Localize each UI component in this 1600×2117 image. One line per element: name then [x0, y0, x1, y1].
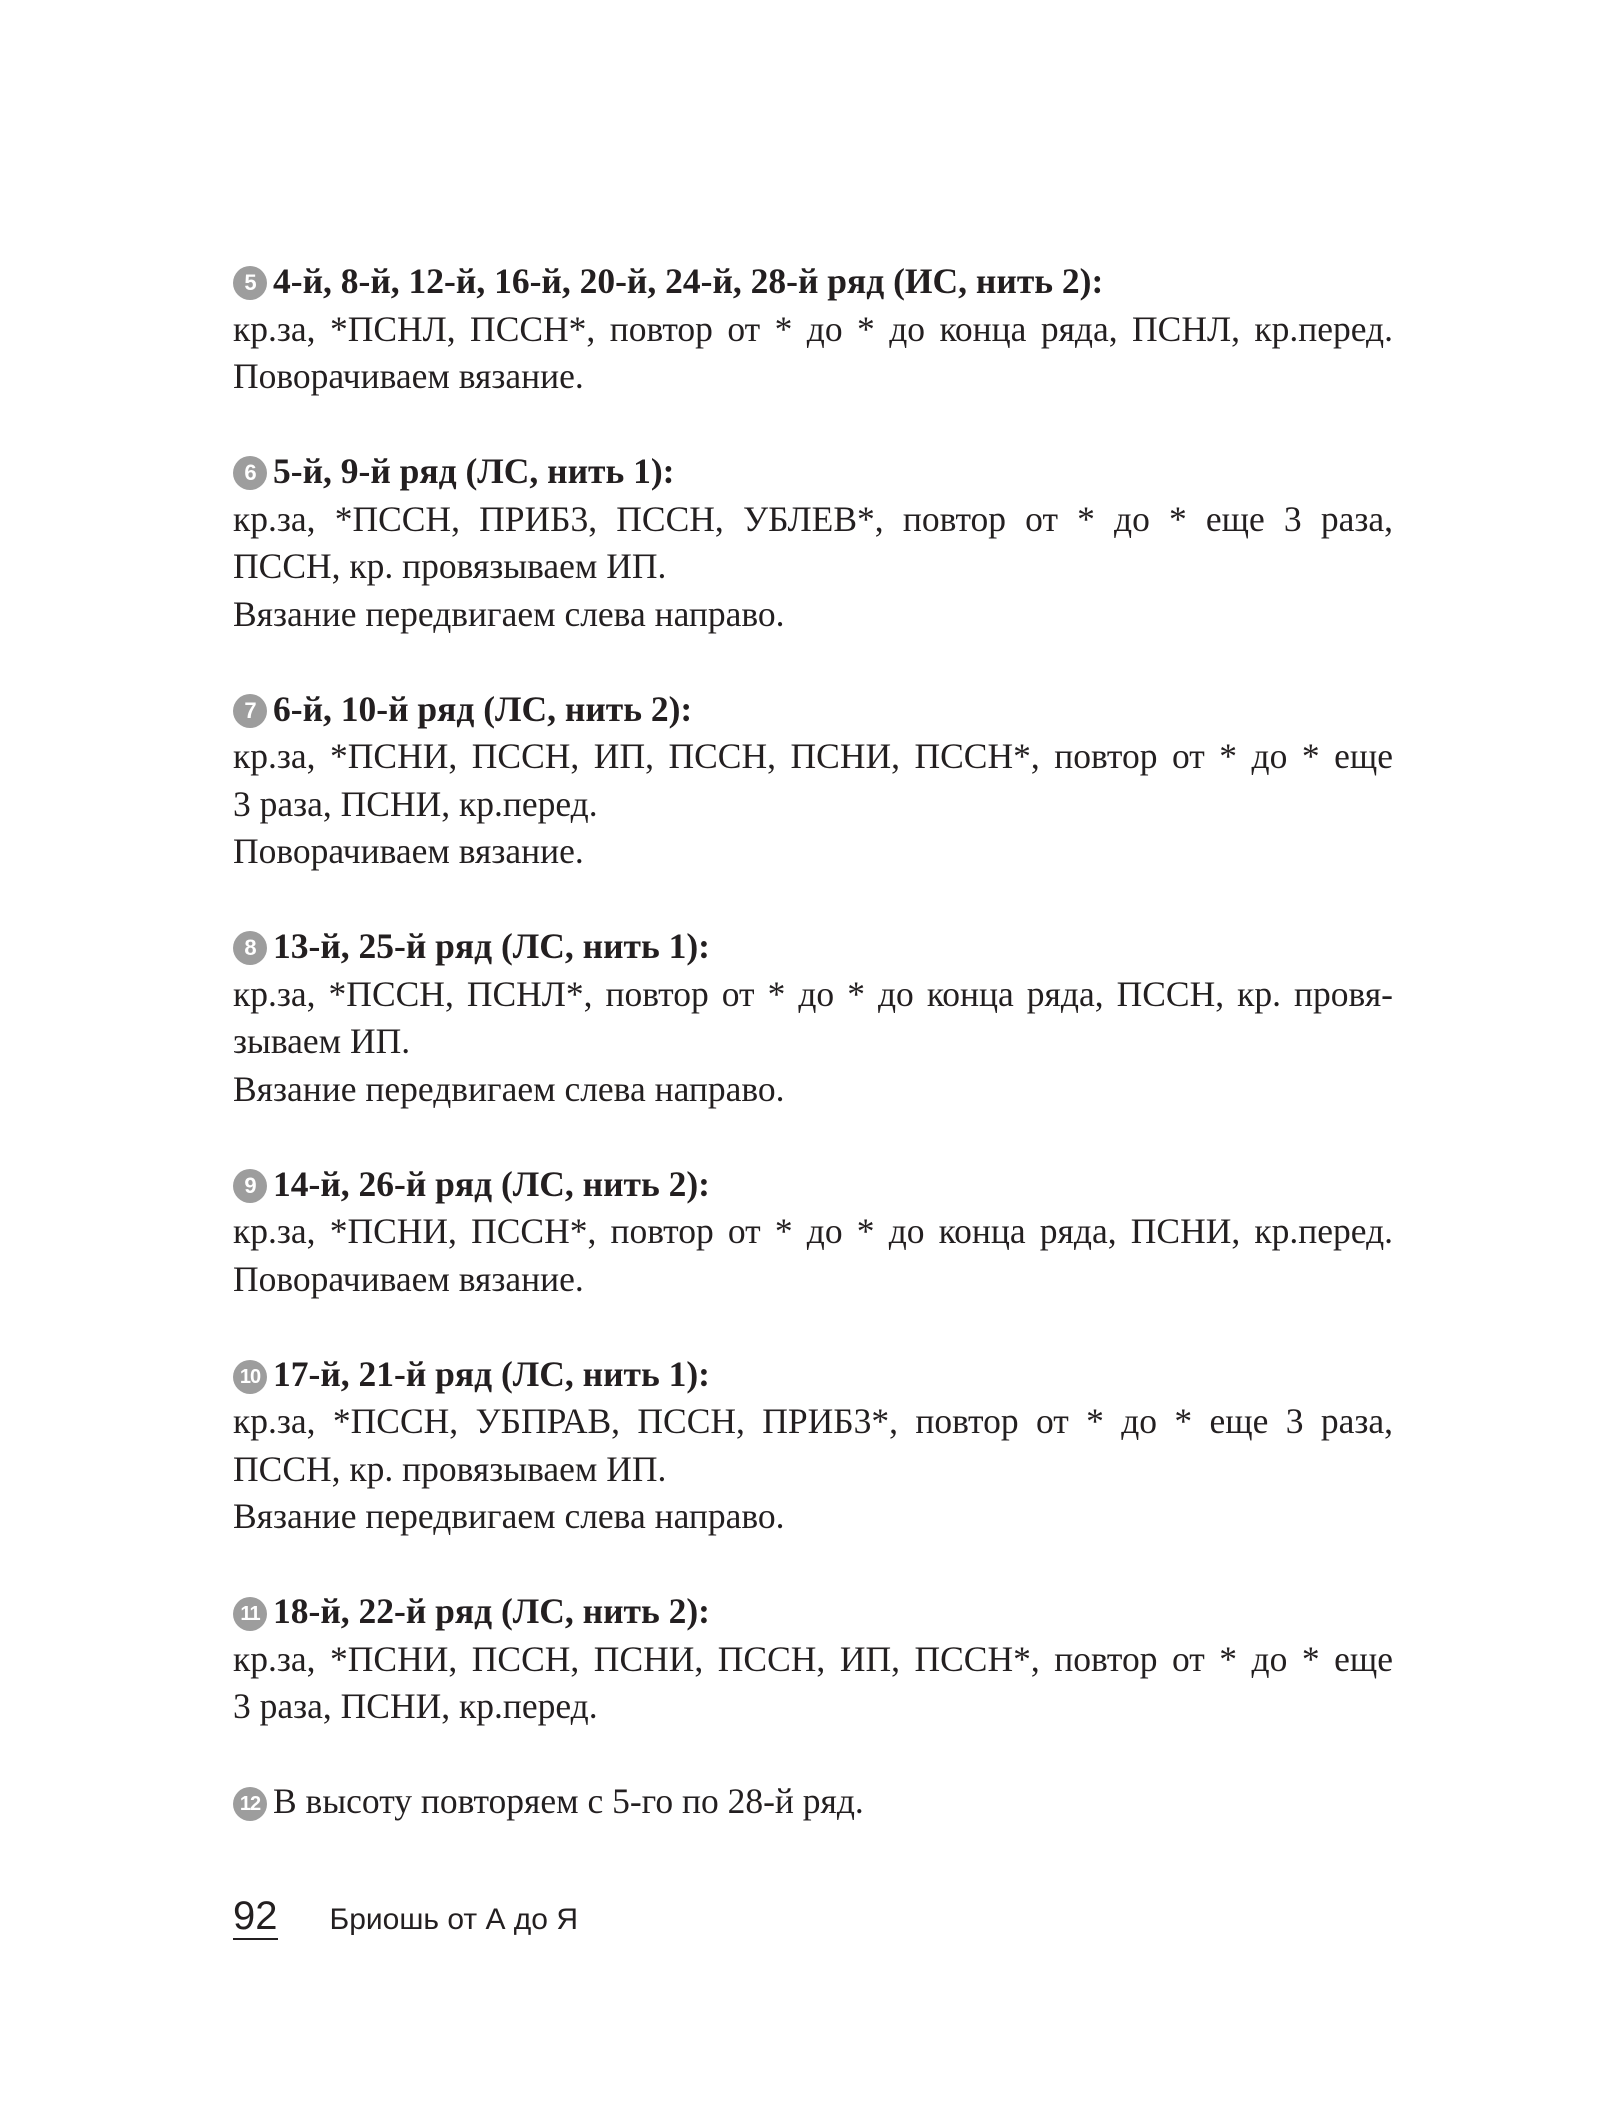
- step-heading: [233, 1161, 1393, 1209]
- step-number-badge: 9: [233, 1169, 267, 1203]
- step-5: [233, 258, 1393, 401]
- step-title: 18-й, 22-й ряд (ЛС, нить 2):: [273, 1591, 711, 1631]
- step-line: кр.за, *ПСНЛ, ПССН*, повтор от * до * до конца ряда, ПСНЛ, кр.перед.: [233, 308, 1393, 349]
- step-line: Поворачиваем вязание.: [233, 356, 584, 396]
- step-title: 5-й, 9-й ряд (ЛС, нить 1):: [273, 451, 675, 491]
- instructions-body: [233, 258, 1393, 1873]
- step-number-badge: 6: [233, 456, 267, 490]
- step-line: зываем ИП.: [233, 1021, 411, 1061]
- step-line: Поворачиваем вязание.: [233, 1258, 584, 1299]
- step-line: Поворачиваем вязание.: [233, 831, 584, 871]
- step-number-badge: 12: [233, 1787, 267, 1821]
- step-line: ПССН, кр. провязываем ИП.: [233, 546, 667, 586]
- step-heading: [233, 1351, 1393, 1399]
- step-8: [233, 923, 1393, 1113]
- step-line: кр.за, *ПССН, УБПРАВ, ПССН, ПРИБ3*, повтор от * до * еще 3 раза,: [233, 1401, 1393, 1441]
- step-number-badge: 10: [233, 1360, 267, 1394]
- step-title: 6-й, 10-й ряд (ЛС, нить 2):: [273, 688, 693, 729]
- page-footer: [233, 1894, 578, 1954]
- step-line: кр.за, *ПСНИ, ПССН, ПСНИ, ПССН, ИП, ПССН*, повтор от * до * еще: [233, 1638, 1393, 1679]
- step-heading: [233, 1778, 1393, 1826]
- step-number-badge: 8: [233, 931, 267, 965]
- step-line: Вязание передвигаем слева направо.: [233, 1496, 785, 1536]
- step-title: 13-й, 25-й ряд (ЛС, нить 1):: [273, 926, 711, 966]
- step-title: В высоту повторяем с 5-го по 28-й ряд.: [273, 1781, 864, 1821]
- step-heading: [233, 686, 1393, 734]
- step-line: кр.за, *ПССН, ПСНЛ*, повтор от * до * до конца ряда, ПССН, кр. провя-: [233, 973, 1393, 1014]
- step-number-badge: 7: [233, 694, 267, 728]
- step-line: кр.за, *ПСНИ, ПССН, ИП, ПССН, ПСНИ, ПССН*, повтор от * до * еще: [233, 736, 1393, 776]
- step-title: 17-й, 21-й ряд (ЛС, нить 1):: [273, 1353, 711, 1394]
- step-10: [233, 1351, 1393, 1541]
- step-line: 3 раза, ПСНИ, кр.перед.: [233, 783, 598, 824]
- page-number: 92: [233, 1894, 278, 1938]
- step-number-badge: 11: [233, 1597, 267, 1631]
- step-line: Вязание передвигаем слева направо.: [233, 1068, 785, 1109]
- step-line: кр.за, *ПССН, ПРИБ3, ПССН, УБЛЕВ*, повтор от * до * еще 3 раза,: [233, 498, 1393, 539]
- step-number-badge: 5: [233, 266, 267, 300]
- step-line: 3 раза, ПСНИ, кр.перед.: [233, 1686, 598, 1726]
- step-6: [233, 448, 1393, 638]
- step-title: 14-й, 26-й ряд (ЛС, нить 2):: [273, 1163, 711, 1204]
- step-11: [233, 1588, 1393, 1731]
- step-heading: [233, 1588, 1393, 1636]
- step-title: 4-й, 8-й, 12-й, 16-й, 20-й, 24-й, 28-й ряд (ИС, нить 2):: [273, 261, 1104, 301]
- step-12: [233, 1778, 1393, 1826]
- step-line: Вязание передвигаем слева направо.: [233, 593, 785, 634]
- book-title: Бриошь от А до Я: [329, 1903, 578, 1936]
- step-7: [233, 686, 1393, 876]
- step-heading: [233, 258, 1393, 306]
- step-line: ПССН, кр. провязываем ИП.: [233, 1448, 667, 1489]
- step-9: [233, 1161, 1393, 1304]
- step-line: кр.за, *ПСНИ, ПССН*, повтор от * до * до конца ряда, ПСНИ, кр.перед.: [233, 1211, 1393, 1251]
- step-heading: [233, 448, 1393, 496]
- step-heading: [233, 923, 1393, 971]
